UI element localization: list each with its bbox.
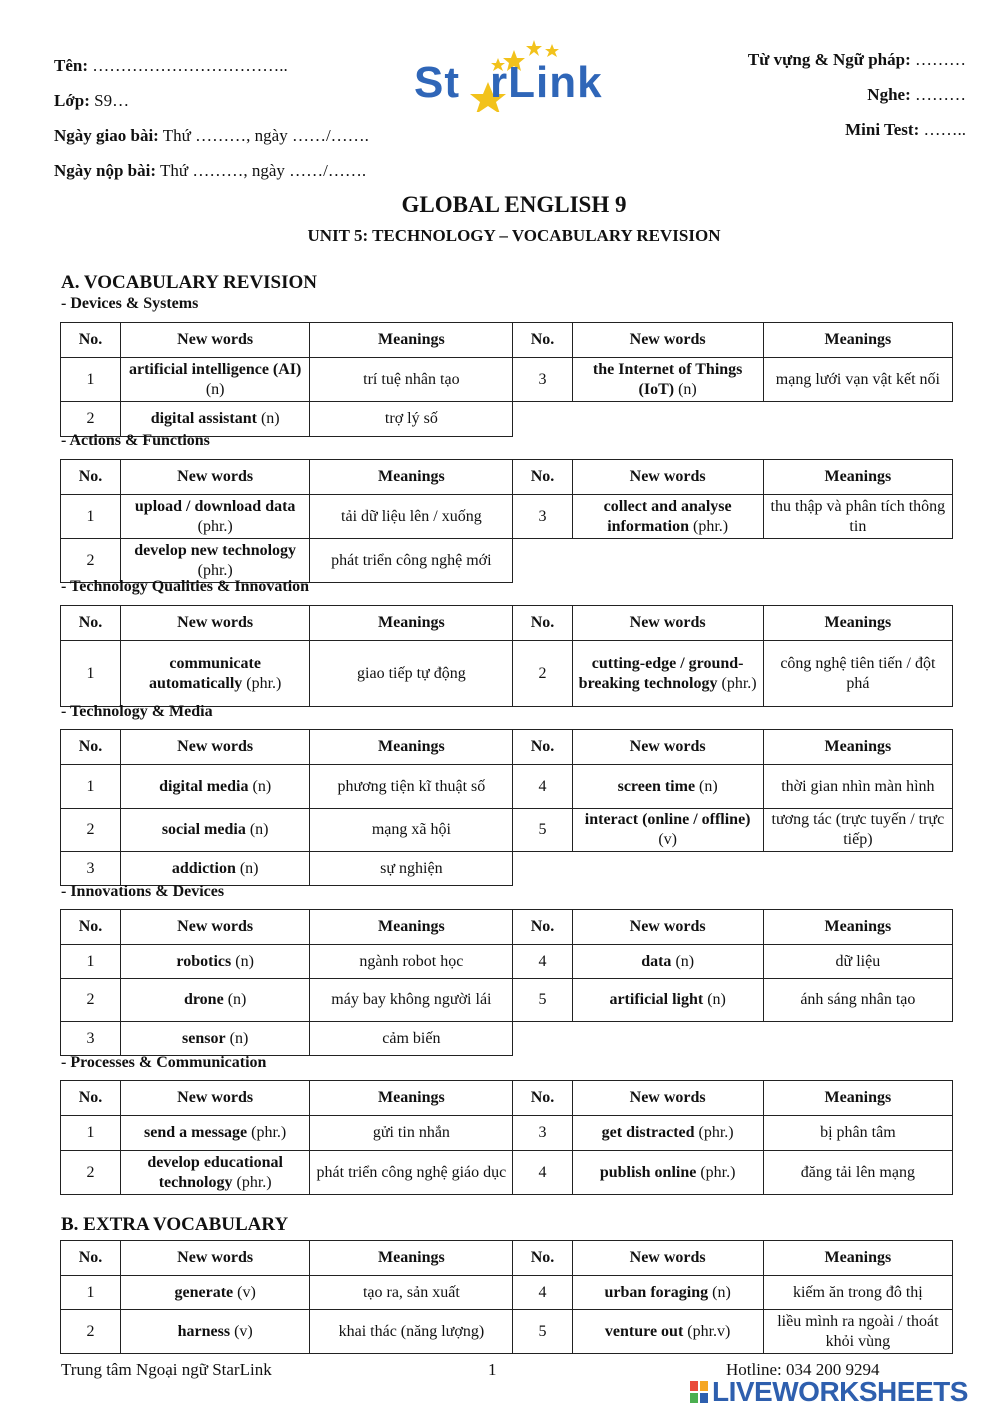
column-header-meaning: Meanings [310, 606, 513, 641]
word-text: social media [161, 821, 246, 838]
column-header-no: No. [513, 730, 572, 765]
vocab-meaning: máy bay không người lái [310, 979, 513, 1022]
word-text: harness [177, 1322, 231, 1340]
vocab-meaning: ánh sáng nhân tạo [763, 979, 952, 1022]
table-row [61, 1116, 953, 1151]
table-row [61, 495, 953, 539]
word-text: digital assistant [150, 410, 257, 427]
word-text: interact (online / offline) [584, 811, 751, 828]
vocab-meaning: đăng tải lên mạng [763, 1151, 952, 1195]
part-of-speech: (phr.) [698, 1124, 734, 1141]
word-text: get distracted [601, 1124, 695, 1141]
column-header-word: New words [572, 323, 763, 358]
part-of-speech: (phr.) [700, 1163, 736, 1181]
vocab-word [121, 358, 310, 402]
column-header-word: New words [572, 910, 763, 945]
column-header-no: No. [513, 1241, 572, 1276]
column-header-meaning: Meanings [763, 1241, 952, 1276]
vocab-meaning: khai thác (năng lượng) [310, 1310, 513, 1354]
table-row [61, 641, 953, 707]
vocab-meaning: sự nghiện [310, 852, 513, 886]
row-number: 1 [61, 358, 121, 402]
vocab-meaning: dữ liệu [763, 945, 952, 979]
table-header-row [61, 1081, 953, 1116]
listening-score: Nghe: ……… [867, 85, 966, 104]
column-header-meaning: Meanings [310, 730, 513, 765]
part-of-speech: (n) [675, 952, 695, 970]
row-number: 5 [513, 979, 572, 1022]
row-number: 1 [61, 1276, 121, 1310]
vocab-word [572, 809, 763, 852]
vocab-word [121, 852, 310, 886]
column-header-meaning: Meanings [310, 1081, 513, 1116]
vocab-word [572, 945, 763, 979]
part-of-speech: (phr.) [251, 1124, 287, 1141]
column-header-meaning: Meanings [763, 910, 952, 945]
vocab-table [60, 322, 953, 437]
column-header-word: New words [121, 910, 310, 945]
assign-date-line: Ngày giao bài: Thứ ………, ngày ……/……. [54, 126, 369, 145]
row-number: 2 [61, 979, 121, 1022]
column-header-no: No. [61, 606, 121, 641]
column-header-meaning: Meanings [310, 323, 513, 358]
part-of-speech: (phr.) [197, 561, 233, 579]
column-header-meaning: Meanings [763, 460, 952, 495]
vocab-table [60, 909, 953, 1056]
category-heading: - Innovations & Devices [61, 883, 225, 900]
part-of-speech: (n) [712, 1283, 731, 1301]
table-row [61, 852, 953, 886]
part-of-speech: (phr.) [721, 674, 757, 692]
vocab-grammar-score: Từ vựng & Ngữ pháp: ……… [747, 50, 966, 69]
word-text: screen time [617, 777, 696, 795]
part-of-speech: (v) [658, 831, 677, 848]
vocab-table [60, 1080, 953, 1195]
column-header-word: New words [572, 730, 763, 765]
row-number: 2 [61, 539, 121, 583]
mini-test-score: Mini Test: …….. [845, 120, 966, 139]
section-b-heading: B. EXTRA VOCABULARY [61, 1214, 289, 1235]
row-number: 4 [513, 945, 572, 979]
vocab-word [572, 765, 763, 809]
word-text: venture out [604, 1322, 684, 1340]
table-header-row [61, 1241, 953, 1276]
part-of-speech: (n) [239, 859, 259, 877]
vocab-word [121, 809, 310, 852]
word-text: cutting-edge / ground-breaking technology [578, 654, 744, 692]
row-number: 3 [513, 495, 572, 539]
row-number: 2 [61, 402, 121, 437]
vocab-meaning: công nghệ tiên tiến / đột phá [763, 641, 952, 707]
vocab-meaning: thu thập và phân tích thông tin [763, 495, 952, 539]
part-of-speech: (n) [678, 380, 697, 398]
vocab-meaning: liều mình ra ngoài / thoát khỏi vùng [763, 1310, 952, 1354]
vocab-meaning: tạo ra, sản xuất [310, 1276, 513, 1310]
column-header-no: No. [61, 730, 121, 765]
vocab-meaning: ngành robot học [310, 945, 513, 979]
category-heading: - Actions & Functions [61, 432, 210, 449]
word-text: collect and analyse information [603, 497, 732, 535]
vocab-meaning: trí tuệ nhân tạo [310, 358, 513, 402]
part-of-speech: (v) [237, 1283, 256, 1301]
part-of-speech: (n) [249, 821, 269, 838]
word-text: artificial light [609, 991, 704, 1008]
vocab-meaning: tải dữ liệu lên / xuống [310, 495, 513, 539]
footer-hotline: Hotline: 034 200 9294 [726, 1360, 880, 1379]
section-a-heading: A. VOCABULARY REVISION [61, 272, 318, 293]
column-header-no: No. [513, 1081, 572, 1116]
table-row [61, 765, 953, 809]
word-text: addiction [171, 859, 236, 877]
row-number: 3 [513, 358, 572, 402]
vocab-meaning: bị phân tâm [763, 1116, 952, 1151]
part-of-speech: (v) [234, 1322, 253, 1340]
table-header-row [61, 910, 953, 945]
column-header-word: New words [572, 460, 763, 495]
vocab-meaning: thời gian nhìn màn hình [763, 765, 952, 809]
column-header-word: New words [121, 1081, 310, 1116]
row-number: 1 [61, 641, 121, 707]
row-number: 3 [61, 852, 121, 886]
class-line: Lớp: S9… [54, 91, 130, 110]
row-number: 4 [513, 1276, 572, 1310]
vocab-meaning: mạng xã hội [310, 809, 513, 852]
vocab-meaning: tương tác (trực tuyến / trực tiếp) [763, 809, 952, 852]
vocab-word [121, 495, 310, 539]
column-header-no: No. [61, 1081, 121, 1116]
table-header-row [61, 730, 953, 765]
page-number: 1 [488, 1360, 497, 1379]
table-row [61, 1310, 953, 1354]
word-text: upload / download data [134, 497, 296, 515]
row-number: 1 [61, 945, 121, 979]
vocab-meaning: phương tiện kĩ thuật số [310, 765, 513, 809]
row-number: 2 [61, 1151, 121, 1195]
vocab-meaning: cảm biến [310, 1022, 513, 1056]
column-header-no: No. [513, 323, 572, 358]
table-row [61, 809, 953, 852]
word-text: digital media [159, 777, 249, 795]
word-text: the Internet of Things (IoT) [592, 360, 743, 398]
liveworksheets-logo: LIVEWORKSHEETS [690, 1376, 968, 1408]
part-of-speech: (n) [235, 952, 254, 970]
part-of-speech: (phr.) [246, 674, 282, 692]
logo-wordmark: St rLink [414, 58, 603, 107]
starlink-logo [414, 36, 644, 112]
word-text: communicate automatically [148, 654, 261, 692]
table-row [61, 979, 953, 1022]
column-header-word: New words [121, 730, 310, 765]
vocab-word [121, 1022, 310, 1056]
vocab-word [121, 1276, 310, 1310]
vocab-meaning: mạng lưới vạn vật kết nối [763, 358, 952, 402]
vocab-word [572, 358, 763, 402]
column-header-word: New words [121, 323, 310, 358]
column-header-no: No. [61, 910, 121, 945]
word-text: robotics [176, 952, 232, 970]
column-header-meaning: Meanings [763, 323, 952, 358]
vocab-meaning: phát triển công nghệ giáo dục [310, 1151, 513, 1195]
column-header-no: No. [61, 460, 121, 495]
vocab-word [121, 765, 310, 809]
vocab-meaning: kiếm ăn trong đô thị [763, 1276, 952, 1310]
vocab-word [572, 495, 763, 539]
row-number: 4 [513, 765, 572, 809]
part-of-speech: (phr.) [236, 1173, 272, 1191]
empty-cell [513, 1022, 953, 1056]
part-of-speech: (n) [227, 991, 247, 1008]
empty-cell [513, 402, 953, 437]
row-number: 2 [61, 1310, 121, 1354]
table-row [61, 539, 953, 583]
word-text: send a message [144, 1124, 248, 1141]
column-header-no: No. [61, 323, 121, 358]
page-title: GLOBAL ENGLISH 9 [401, 192, 627, 217]
category-heading: - Processes & Communication [61, 1054, 267, 1071]
part-of-speech: (n) [205, 380, 225, 398]
table-header-row [61, 606, 953, 641]
column-header-word: New words [572, 606, 763, 641]
column-header-word: New words [121, 460, 310, 495]
vocab-meaning: phát triển công nghệ mới [310, 539, 513, 583]
vocab-word [572, 1310, 763, 1354]
vocab-word [572, 641, 763, 707]
vocab-word [121, 539, 310, 583]
table-row [61, 358, 953, 402]
row-number: 3 [61, 1022, 121, 1056]
word-text: generate [174, 1283, 234, 1301]
empty-cell [513, 539, 953, 583]
word-text: publish online [599, 1163, 697, 1181]
row-number: 5 [513, 809, 572, 852]
column-header-no: No. [61, 1241, 121, 1276]
part-of-speech: (n) [699, 777, 718, 795]
vocab-meaning: gửi tin nhắn [310, 1116, 513, 1151]
column-header-word: New words [121, 606, 310, 641]
table-row [61, 945, 953, 979]
name-line: Tên: …………………………….. [54, 56, 288, 75]
vocab-word [572, 1151, 763, 1195]
word-text: artificial intelligence (AI) [128, 360, 302, 378]
column-header-no: No. [513, 910, 572, 945]
row-number: 1 [61, 1116, 121, 1151]
row-number: 2 [61, 809, 121, 852]
vocab-table [60, 459, 953, 583]
student-info [54, 48, 369, 188]
table-header-row [61, 460, 953, 495]
part-of-speech: (phr.v) [687, 1322, 731, 1340]
word-text: data [641, 952, 672, 970]
part-of-speech: (n) [252, 777, 272, 795]
vocab-word [121, 1116, 310, 1151]
column-header-meaning: Meanings [763, 606, 952, 641]
word-text: urban foraging [604, 1283, 709, 1301]
column-header-word: New words [572, 1241, 763, 1276]
row-number: 5 [513, 1310, 572, 1354]
liveworksheets-icon [690, 1381, 708, 1403]
vocab-word [572, 1116, 763, 1151]
part-of-speech: (phr.) [197, 517, 233, 535]
part-of-speech: (phr.) [692, 517, 729, 535]
row-number: 4 [513, 1151, 572, 1195]
column-header-meaning: Meanings [763, 730, 952, 765]
vocab-word [121, 1151, 310, 1195]
part-of-speech: (n) [229, 1029, 249, 1047]
row-number: 2 [513, 641, 572, 707]
table-row [61, 1022, 953, 1056]
vocab-word [121, 945, 310, 979]
page-subtitle: UNIT 5: TECHNOLOGY – VOCABULARY REVISION [307, 226, 721, 245]
vocab-meaning: giao tiếp tự động [310, 641, 513, 707]
footer-center-name: Trung tâm Ngoại ngữ StarLink [61, 1360, 272, 1379]
vocab-meaning: trợ lý số [310, 402, 513, 437]
table-header-row [61, 323, 953, 358]
category-heading: - Devices & Systems [61, 295, 199, 312]
column-header-word: New words [121, 1241, 310, 1276]
score-info [748, 42, 966, 147]
row-number: 3 [513, 1116, 572, 1151]
column-header-meaning: Meanings [763, 1081, 952, 1116]
vocab-word [121, 1310, 310, 1354]
word-text: drone [183, 991, 224, 1008]
column-header-meaning: Meanings [310, 1241, 513, 1276]
table-row [61, 1276, 953, 1310]
vocab-word [572, 1276, 763, 1310]
empty-cell [513, 852, 953, 886]
category-heading: - Technology & Media [61, 703, 213, 720]
vocab-word [572, 979, 763, 1022]
submit-date-line: Ngày nộp bài: Thứ ………, ngày ……/……. [54, 161, 367, 180]
row-number: 1 [61, 495, 121, 539]
word-text: develop educational technology [147, 1153, 283, 1191]
word-text: develop new technology [134, 541, 297, 559]
row-number: 1 [61, 765, 121, 809]
vocab-table [60, 729, 953, 886]
part-of-speech: (n) [260, 410, 280, 427]
column-header-no: No. [513, 606, 572, 641]
column-header-meaning: Meanings [310, 460, 513, 495]
category-heading: - Technology Qualities & Innovation [61, 578, 310, 595]
column-header-word: New words [572, 1081, 763, 1116]
vocab-table [60, 605, 953, 707]
vocab-word [121, 641, 310, 707]
table-row [61, 1151, 953, 1195]
vocab-word [121, 979, 310, 1022]
part-of-speech: (n) [707, 991, 726, 1008]
vocab-table [60, 1240, 953, 1354]
word-text: sensor [182, 1029, 226, 1047]
column-header-meaning: Meanings [310, 910, 513, 945]
column-header-no: No. [513, 460, 572, 495]
